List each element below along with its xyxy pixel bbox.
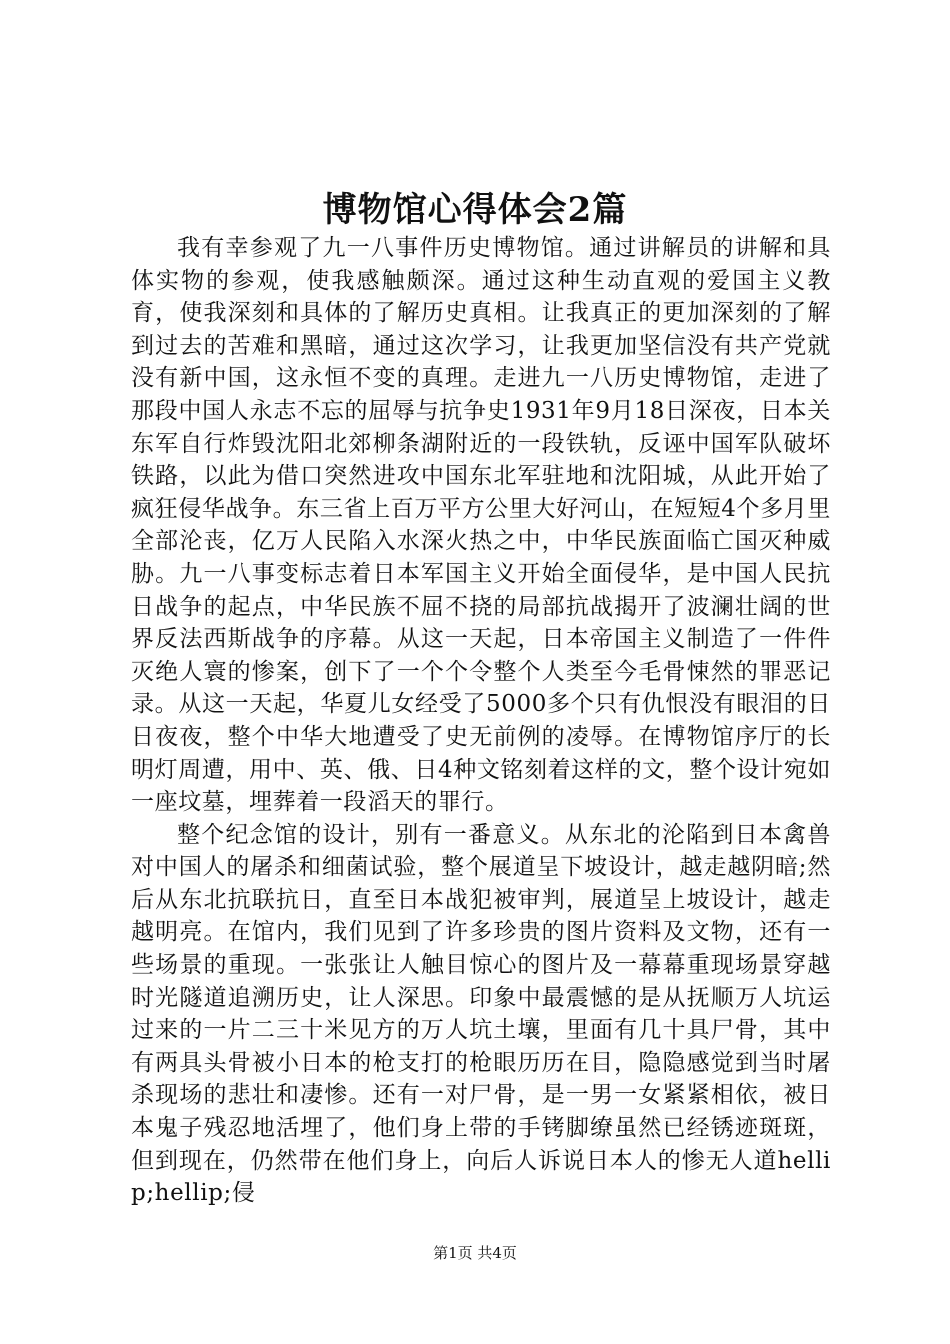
document-title: 博物馆心得体会2篇 [322, 190, 628, 230]
body-paragraph: 我有幸参观了九一八事件历史博物馆。通过讲解员的讲解和具体实物的参观，使我感触颇深。通过这种生动直观的爱国主义教育，使我深刻和具体的了解历史真相。让我真正的更加深刻的了解到过去的苦难和黑暗，通过这次学习，让我更加坚信没有共产党就没有新中国，这永恒不变的真理。走进九一八历史博物馆，走进了那段中国人永志不忘的屈辱与抗争史1931年9月18日深夜，日本关东军自行炸毁沈阳北郊柳条湖附近的一段铁轨，反诬中国军队破坏铁路，以此为借口突然进攻中国东北军驻地和沈阳城，从此开始了疯狂侵华战争。东三省上百万平方公里大好河山，在短短4个多月里全部沦丧，亿万人民陷入水深火热之中，中华民族面临亡国灭种威胁。九一八事变标志着日本军国主义开始全面侵华，是中国人民抗日战争的起点，中华民族不屈不挠的局部抗战揭开了波澜壮阔的世界反法西斯战争的序幕。从这一天起，日本帝国主义制造了一件件灭绝人寰的惨案，创下了一个个令整个人类至今毛骨悚然的罪恶记录。从这一天起，华夏儿女经受了5000多个只有仇恨没有眼泪的日日夜夜，整个中华大地遭受了史无前例的凌辱。在博物馆序厅的长明灯周遭，用中、英、俄、日4种文铭刻着这样的文，整个设计宛如一座坟墓，埋葬着一段滔天的罪行。 [131, 235, 831, 816]
page-number-footer: 第1页 共4页 [433, 1244, 517, 1262]
body-paragraph: 整个纪念馆的设计，别有一番意义。从东北的沦陷到日本禽兽对中国人的屠杀和细菌试验，整个展道呈下坡设计，越走越阴暗;然后从东北抗联抗日，直至日本战犯被审判，展道呈上坡设计，越走越明亮。在馆内，我们见到了许多珍贵的图片资料及文物，还有一些场景的重现。一张张让人触目惊心的图片及一幕幕重现场景穿越时光隧道追溯历史，让人深思。印象中最震憾的是从抚顺万人坑运过来的一片二三十米见方的万人坑土壤，里面有几十具尸骨，其中有两具头骨被小日本的枪支打的枪眼历历在目，隐隐感觉到当时屠杀现场的悲壮和凄惨。还有一对尸骨，是一男一女紧紧相依，被日本鬼子残忍地活埋了，他们身上带的手铐脚缭虽然已经锈迹斑斑，但到现在，仍然带在他们身上，向后人诉说日本人的惨无人道hellip;hellip;侵 [131, 821, 831, 1207]
document-body [131, 232, 831, 1210]
